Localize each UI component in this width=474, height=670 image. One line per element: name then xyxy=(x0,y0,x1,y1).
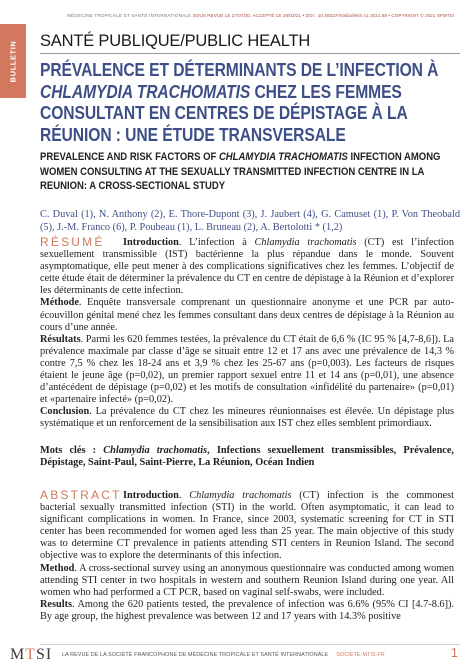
abstract-results-label: Results xyxy=(40,598,73,610)
abstract-body xyxy=(40,490,454,623)
running-header xyxy=(40,13,454,18)
resume-resultats: . Parmi les 620 femmes testées, la prévalence du CT était de 6,6 % (IC 95 % [4,7-8,6]). La prévalence maximale par classe d’âge se situait entre 12 et 17 ans avec une prévalence de 14,3 % contre 7,5 % chez les 18-24 ans et 3,9 % chez les 25-67 ans (p=0,003). Les facteurs de risques étaient le jeune âge (p=0,02), un premier rapport sexuel entre 11 et 14 ans (p=0,01), une absence d’antécédent de dépistage (p=0,02) et les motifs de consultation «infidélité du partenaire» (p=0,01) et «partenaire infecté» (p=0,02). xyxy=(40,333,454,406)
footer-divider xyxy=(40,644,460,645)
resume-label: RÉSUMÉ xyxy=(40,235,105,249)
article-meta: SOUS REVUE LE 27/07/20. ACCEPTÉ LE 28/02/21 • DOI : 10.48327/mtsibulletin.n1.2021.69 • COPYRIGHT © 2021 SFMTSI xyxy=(192,13,454,18)
footer-text: LA REVUE DE LA SOCIÉTÉ FRANCOPHONE DE MÉDECINE TROPICALE ET SANTÉ INTERNATIONALE xyxy=(62,652,329,658)
logo-t: T xyxy=(25,646,37,663)
page-number: 1 xyxy=(450,645,458,660)
resume-methode-label: Méthode xyxy=(40,297,79,309)
abstract-intro-a: . xyxy=(178,490,190,501)
resume-intro-b: (CT) est l’infection sexuellement transmissible (IST) bactérienne la plus répandue dans le monde. Souvent asymptomatique, elle peut mener à des complications significatives chez les femmes. L’objectif de cette étude était de déterminer la prévalence du CT en centre de dépistage à la Réunion et d’explorer les déterminants de cette infection. xyxy=(40,237,454,297)
logo-si: SI xyxy=(36,646,53,663)
title-fr-part1: PRÉVALENCE ET DÉTERMINANTS DE L’INFECTION À xyxy=(40,60,439,80)
title-en-organism: CHLAMYDIA TRACHOMATIS xyxy=(218,151,348,163)
title-english xyxy=(40,150,460,194)
abstract-method-label: Method xyxy=(40,562,75,574)
keywords-rest: , Infections sexuellement transmissibles, Prévalence, Dépistage, Saint-Paul, Saint-Pierre, La Réunion, Océan Indien xyxy=(40,445,455,469)
bulletin-side-tab xyxy=(0,24,26,98)
title-french xyxy=(40,60,460,146)
abstract-label: ABSTRACT xyxy=(40,488,122,502)
abstract-intro-label: Introduction xyxy=(123,490,179,501)
keywords-organism: Chlamydia trachomatis xyxy=(103,445,208,456)
keywords-label: Mots clés : xyxy=(40,445,104,456)
resume-methode: . Enquête transversale comprenant un questionnaire anonyme et une PCR par auto-écouvillon génital mené chez les femmes consultant dans deux centres de dépistage à la Réunion au cours d’une année. xyxy=(40,297,454,333)
resume-intro-organism: Chlamydia trachomatis xyxy=(254,237,357,248)
resume-conclusion: . La prévalence du CT chez les mineures réunionnaises est élevée. Un dépistage plus systématique et un renforcement de la sensibilisation aux IST chez elles semblent primordiaux. xyxy=(40,406,454,430)
abstract-intro-b: (CT) infection is the commonest bacterial sexually transmitted infection (STI) in the world. Often asymptomatic, it can lead to significant complications in women. In France, since 2003, systematic screening for CT in STI center has been recommended for women aged less than 25 year. The main objective of this study was to determine CT prevalence in patients attending STI centers in Reunion Island. The second objective was to explore the determinants of this infection. xyxy=(40,490,454,562)
resume-conclusion-label: Conclusion xyxy=(40,406,90,418)
abstract-method: . A cross-sectional survey using an anonymous questionnaire was conducted among women attending STI center in two hospitals in western and southern Reunion Island during one year. All women who had performed a CT PCR, based on vaginal self-swabs, were included. xyxy=(40,562,454,598)
abstract-results: . Among the 620 patients tested, the prevalence of infection was 6.6% (95% CI [4.7-8.6]). By age group, the highest prevalence was between 12 and 17 years with 14.3% positive xyxy=(40,598,454,622)
title-fr-organism: CHLAMYDIA TRACHOMATIS xyxy=(40,81,251,102)
mtsi-logo xyxy=(10,646,52,664)
author-list: C. Duval (1), N. Anthony (2), E. Thore-Dupont (3), J. Jaubert (4), G. Camuset (1), P. Von Theobald (5), J.-M. Franco (6), P. Poubeau (1), L. Bruneau (2), A. Bertolotti * (1,2) xyxy=(40,209,460,234)
footer-journal xyxy=(62,652,422,658)
resume-intro-a: . L’infection à xyxy=(178,237,255,248)
title-en-part1: PREVALENCE AND RISK FACTORS OF xyxy=(40,151,219,163)
resume-intro-label: Introduction xyxy=(123,237,179,248)
footer-site-link[interactable]: SOCIETE-MTSI.FR xyxy=(336,652,385,658)
resume-resultats-label: Résultats xyxy=(40,333,81,345)
keywords xyxy=(40,445,454,469)
section-heading: SANTÉ PUBLIQUE/PUBLIC HEALTH xyxy=(40,32,311,50)
side-tab-label: BULLETIN xyxy=(8,40,18,82)
title-en-part2: INFECTION AMONG WOMEN CONSULTING AT THE SEXUALLY TRANSMITTED INFECTION CENTRE IN LA REUNION: A CROSS-SECTIONAL STUDY xyxy=(40,151,441,192)
title-fr-part2: CHEZ LES FEMMES CONSULTANT EN CENTRES DE DÉPISTAGE À LA RÉUNION : UNE ÉTUDE TRANSVERSALE xyxy=(40,81,408,145)
section-divider xyxy=(40,53,460,54)
logo-m: M xyxy=(10,646,26,663)
journal-name: MÉDECINE TROPICALE ET SANTÉ INTERNATIONALE xyxy=(67,13,192,18)
resume-body xyxy=(40,237,454,431)
abstract-intro-organism: Chlamydia trachomatis xyxy=(189,490,292,501)
